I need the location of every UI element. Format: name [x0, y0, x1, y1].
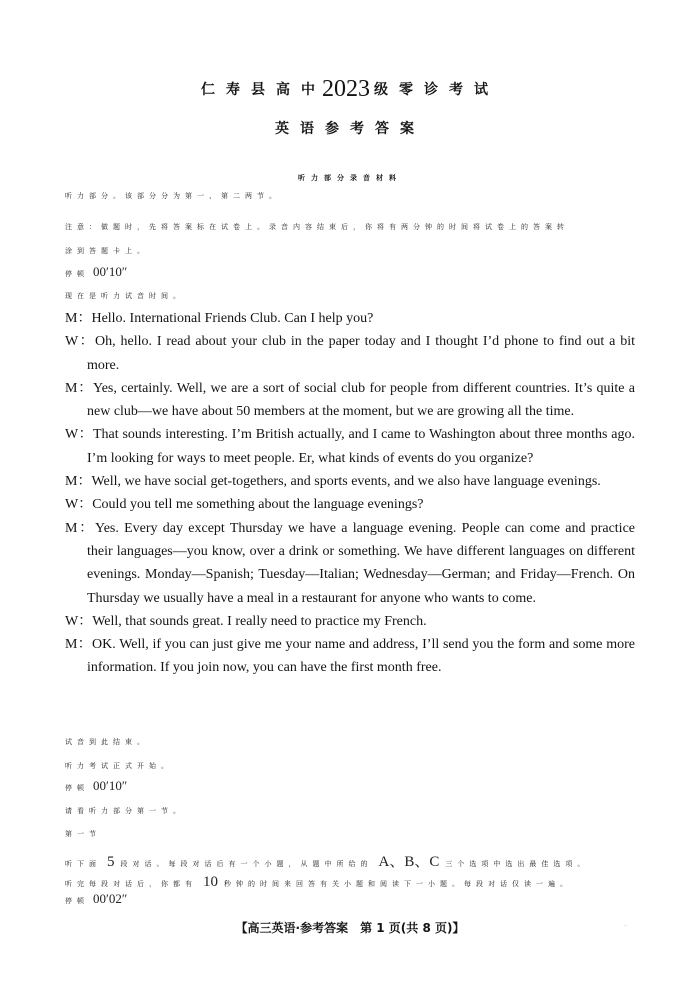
pause-line [65, 264, 131, 280]
dialogue-line [65, 307, 635, 330]
exam-title-suffix: 级零诊考试 [374, 82, 499, 98]
speaker-label: M [65, 474, 78, 490]
pause-time: 00′10″ [93, 778, 128, 793]
utterance-text: Yes, certainly. Well, we are a sort of social club for people from different countries. It’s quite a new club—we have about 50 members at the moment, but we are growing all the time. [87, 380, 635, 420]
speaker-colon: ： [77, 637, 92, 653]
speaker-label: W [65, 613, 79, 629]
dialogue-line [65, 423, 635, 470]
utterance-text: Well, we have social get-togethers, and sports events, and we also have language evenings. [91, 474, 601, 490]
pause-label: 停顿 [65, 897, 89, 905]
instruction-line: 听力考试正式开始。 [65, 762, 173, 770]
section-label: 第一节 [65, 830, 101, 838]
speaker-label: M [65, 520, 78, 536]
pause-line [65, 778, 131, 794]
instruction-line: 现在是听力试音时间。 [65, 292, 185, 300]
pause-time: 00′02″ [93, 891, 128, 906]
speaker-colon: ： [78, 334, 95, 350]
speaker-colon: ： [77, 380, 93, 396]
speaker-colon: ： [78, 427, 93, 443]
section-heading: 听力部分录音材料 [298, 174, 402, 182]
speaker-colon: ： [78, 497, 93, 513]
utterance-text: That sounds interesting. I’m British actually, and I came to Washington about three months ago. I’m looking for ways to meet people. Er, what kinds of events do you organize? [87, 427, 636, 466]
speaker-colon: ： [78, 613, 93, 629]
dialogue-line [65, 610, 635, 633]
dialogue-line [65, 330, 635, 377]
document-subtitle: 英语参考答案 [275, 121, 425, 137]
speaker-colon: ： [77, 474, 92, 490]
pause-time: 00′10″ [93, 264, 128, 279]
speaker-label: W [65, 334, 79, 350]
exam-title [0, 76, 700, 103]
pause-label: 停顿 [65, 784, 89, 792]
utterance-text: Hello. International Friends Club. Can I help you? [91, 311, 374, 326]
instruction-line: 听下面 5 段对话。每段对话后有一个小题，从题中所给的 A、B、C 三个选项中选出最佳选项。 [65, 854, 590, 870]
dialogue-line [65, 377, 635, 424]
instruction-line: 听力部分。该部分分为第一、第二两节。 [65, 192, 281, 200]
pause-line [65, 891, 131, 907]
instruction-line: 涂到答题卡上。 [65, 247, 149, 255]
instruction-line: 注意：做题时，先将答案标在试卷上。录音内容结束后，你将有两分钟的时间将试卷上的答案转 [65, 223, 569, 231]
exam-title-school: 仁寿县高中 [201, 82, 326, 98]
pause-label: 停顿 [65, 270, 89, 278]
dialogue-line [65, 470, 635, 493]
speaker-colon: ： [77, 520, 95, 536]
speaker-label: W [65, 497, 79, 513]
page-footer: 【高三英语·参考答案 第 1 页(共 8 页)】 [235, 921, 465, 935]
dialogue-line [65, 633, 635, 680]
instruction-line: 试音到此结束。 [65, 738, 149, 746]
dialogue-line [65, 493, 635, 516]
instruction-line: 请看听力部分第一节。 [65, 807, 185, 815]
dialogue-transcript [65, 307, 635, 680]
speaker-label: W [65, 427, 79, 443]
utterance-text: Yes. Every day except Thursday we have a language evening. People can come and practice their languages—you know, over a drink or something. We have different languages on different evenings. Monday—Spanish; Tuesday—Italian; Wednesday—German; and Friday—French. On Thursday we usually have a meal in a restaurant for anyone who wants to come. [87, 520, 636, 606]
speaker-colon: ： [77, 311, 92, 326]
speaker-label: M [65, 380, 78, 396]
corner-mark: .. [624, 922, 628, 928]
instruction-line: 听完每段对话后，你都有 10 秒钟的时间来回答有关小题和阅读下一小题。每段对话仅读一遍。 [65, 874, 572, 890]
utterance-text: Well, that sounds great. I really need to practice my French. [92, 613, 427, 629]
speaker-label: M [65, 311, 78, 326]
exam-title-year: 2023 [322, 76, 370, 102]
dialogue-line [65, 517, 635, 610]
utterance-text: Could you tell me something about the language evenings? [92, 497, 424, 513]
utterance-text: Oh, hello. I read about your club in the paper today and I thought I’d phone to find out a bit more. [87, 334, 635, 373]
speaker-label: M [65, 637, 78, 653]
utterance-text: OK. Well, if you can just give me your name and address, I’ll send you the form and some more information. If you join now, you can have the first month free. [87, 637, 636, 676]
